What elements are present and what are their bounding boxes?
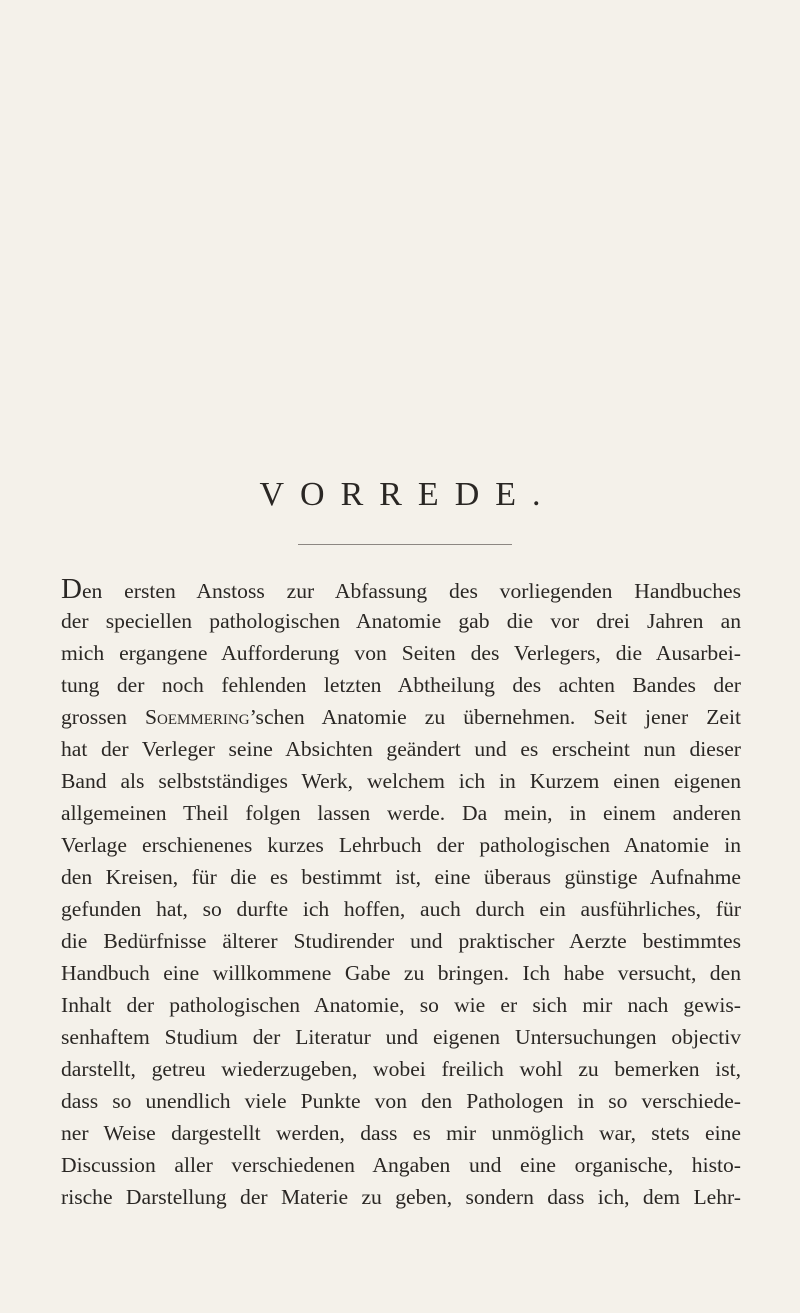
text-line: Verlage erschienenes kurzes Lehrbuch der pathologischen Anatomie in bbox=[61, 833, 741, 857]
text-line: ner Weise dargestellt werden, dass es mir unmöglich war, stets eine bbox=[61, 1121, 741, 1145]
author-name: Soemmering bbox=[145, 705, 250, 729]
line-text: en ersten Anstoss zur Abfassung des vorliegenden Handbuches bbox=[81, 579, 741, 603]
page-title: VORREDE. bbox=[259, 476, 557, 513]
text-line bbox=[61, 573, 741, 605]
line-text: ’schen Anatomie zu übernehmen. Seit jener Zeit bbox=[249, 705, 742, 729]
text-line: den Kreisen, für die es bestimmt ist, eine überaus günstige Aufnahme bbox=[61, 865, 741, 889]
text-line: senhaftem Studium der Literatur und eigenen Untersuchungen objectiv bbox=[61, 1025, 741, 1049]
text-line: allgemeinen Theil folgen lassen werde. Da mein, in einem anderen bbox=[61, 801, 741, 825]
text-line bbox=[61, 701, 741, 733]
text-line: gefunden hat, so durfte ich hoffen, auch durch ein ausführliches, für bbox=[61, 897, 741, 921]
text-line: die Bedürfnisse älterer Studirender und praktischer Aerzte bestimmtes bbox=[61, 929, 741, 953]
text-line: Band als selbstständiges Werk, welchem ich in Kurzem einen eigenen bbox=[61, 769, 741, 793]
text-line: rische Darstellung der Materie zu geben, sondern dass ich, dem Lehr- bbox=[61, 1185, 741, 1209]
text-line: Discussion aller verschiedenen Angaben und eine organische, histo- bbox=[61, 1153, 741, 1177]
text-line: darstellt, getreu wiederzugeben, wobei freilich wohl zu bemerken ist, bbox=[61, 1057, 741, 1081]
text-line: tung der noch fehlenden letzten Abtheilung des achten Bandes der bbox=[61, 673, 741, 697]
initial-capital: D bbox=[61, 573, 82, 605]
text-line: dass so unendlich viele Punkte von den Pathologen in so verschiede- bbox=[61, 1089, 741, 1113]
text-line: der speciellen pathologischen Anatomie gab die vor drei Jahren an bbox=[61, 609, 741, 633]
text-line: mich ergangene Aufforderung von Seiten des Verlegers, die Ausarbei- bbox=[61, 641, 741, 665]
text-line: Inhalt der pathologischen Anatomie, so wie er sich mir nach gewis- bbox=[61, 993, 741, 1017]
title-rule bbox=[298, 544, 512, 545]
line-text: grossen bbox=[61, 705, 127, 729]
text-line: Handbuch eine willkommene Gabe zu bringen. Ich habe versucht, den bbox=[61, 961, 741, 985]
text-line: hat der Verleger seine Absichten geändert und es erscheint nun dieser bbox=[61, 737, 741, 761]
body-text bbox=[61, 573, 741, 1213]
